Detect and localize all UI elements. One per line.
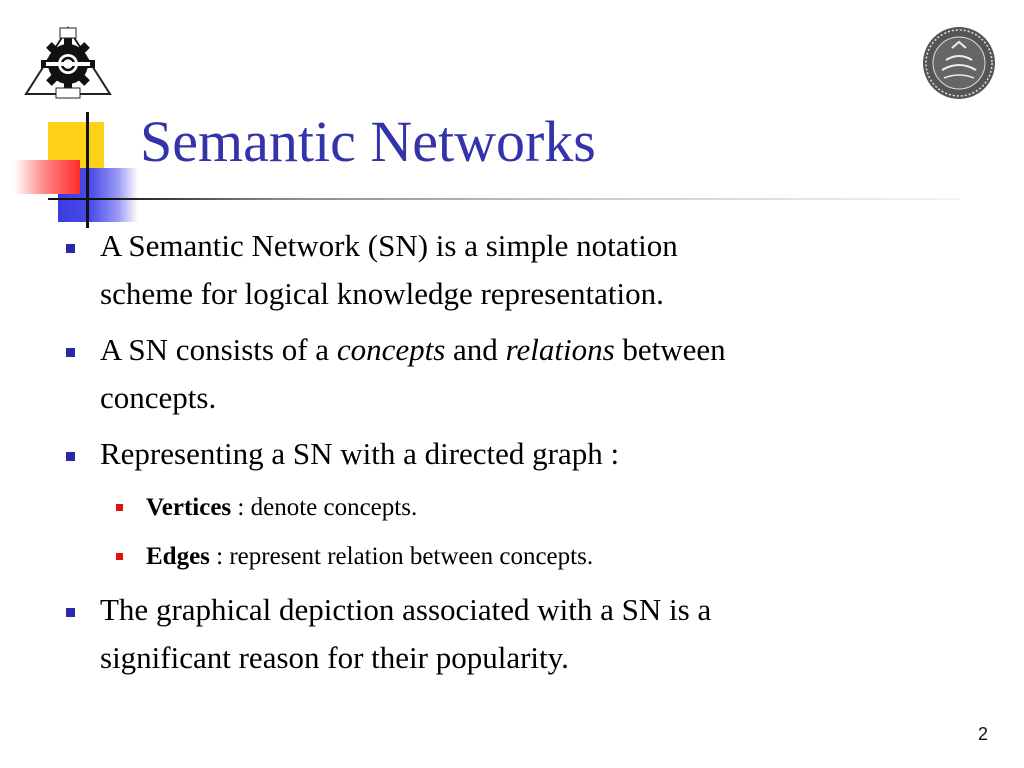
decor-vertical-line	[86, 112, 89, 228]
bullet-text: between	[614, 332, 726, 367]
bullet-marker	[66, 452, 75, 461]
bullet-text: A SN consists of a	[100, 332, 337, 367]
bullet-marker	[66, 348, 75, 357]
title-underline	[48, 198, 960, 200]
sub-bullet-marker	[116, 553, 123, 560]
bullet-emphasis: relations	[505, 332, 615, 367]
bullet-line: The graphical depiction associated with a SN is a	[100, 592, 712, 627]
sub-bullet-item	[146, 539, 593, 575]
bullet-marker	[66, 244, 75, 253]
bullet-item	[100, 326, 920, 422]
bullet-line: scheme for logical knowledge representation.	[100, 276, 664, 311]
page-number: 2	[978, 724, 989, 744]
bullet-item	[100, 586, 920, 682]
sub-bullet-text: : denote concepts.	[231, 494, 418, 521]
bullet-line: concepts.	[100, 380, 217, 415]
bullet-line: Representing a SN with a directed graph :	[100, 436, 620, 471]
sub-bullet-term: Edges	[146, 543, 210, 570]
bullet-line: A Semantic Network (SN) is a simple notation	[100, 228, 678, 263]
bullet-item	[100, 430, 920, 478]
bullet-text: and	[445, 332, 506, 367]
sub-bullet-item	[146, 490, 417, 526]
bullet-item	[100, 222, 920, 318]
slide-title: Semantic Networks	[140, 109, 596, 174]
bullet-line: significant reason for their popularity.	[100, 640, 569, 675]
sub-bullet-marker	[116, 504, 123, 511]
bullet-line	[100, 326, 920, 374]
university-seal-logo-icon	[922, 26, 996, 100]
bullet-marker	[66, 608, 75, 617]
decor-red-bar	[14, 160, 80, 194]
engineering-gear-logo-icon	[22, 24, 114, 102]
sub-bullet-text: : represent relation between concepts.	[209, 543, 594, 570]
sub-bullet-term: Vertices	[146, 494, 232, 521]
bullet-emphasis: concepts	[336, 332, 446, 367]
